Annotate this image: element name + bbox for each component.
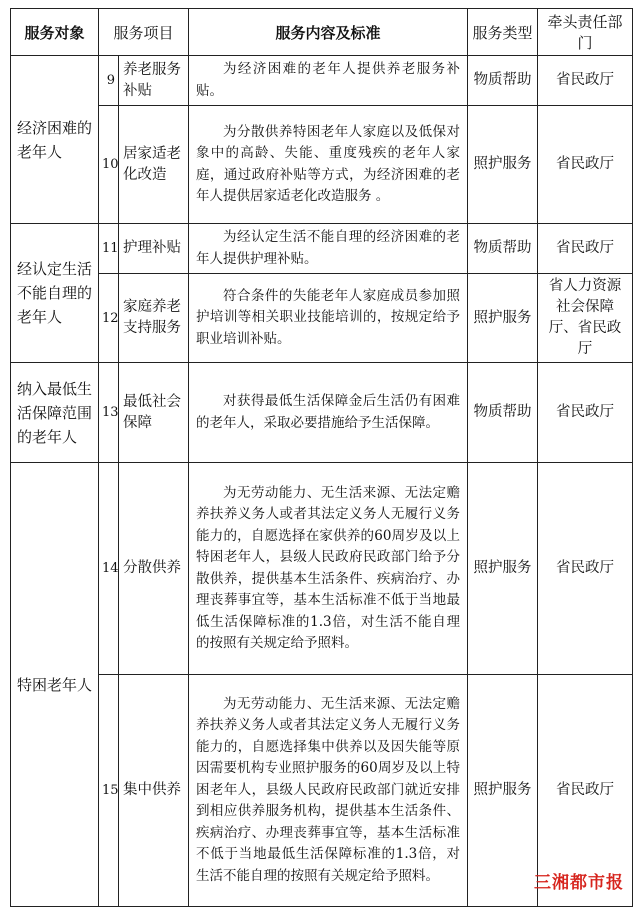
- table-row: [11, 224, 633, 274]
- table-row: [11, 463, 633, 675]
- row-number: 13: [99, 363, 119, 463]
- group-target: 纳入最低生活保障范围的老年人: [11, 363, 99, 463]
- row-type: 物质帮助: [468, 363, 538, 463]
- header-item: 服务项目: [99, 9, 189, 56]
- row-content: 为分散供养特困老年人家庭以及低保对象中的高龄、失能、重度残疾的老年人家庭，通过政府补贴等方式，为经济困难的老年人提供居家适老化改造服务 。: [189, 106, 468, 224]
- row-number: 15: [99, 675, 119, 907]
- table-row: [11, 106, 633, 224]
- row-item: 护理补贴: [119, 224, 189, 274]
- header-type: 服务类型: [468, 9, 538, 56]
- row-item: 集中供养: [119, 675, 189, 907]
- row-type: 照护服务: [468, 274, 538, 363]
- row-dept: 省民政厅: [538, 463, 633, 675]
- row-number: 10: [99, 106, 119, 224]
- row-item: 养老服务补贴: [119, 56, 189, 106]
- table-header-row: [11, 9, 633, 56]
- row-dept: 省民政厅: [538, 106, 633, 224]
- row-type: 物质帮助: [468, 224, 538, 274]
- newspaper-watermark: 三湘都市报: [534, 873, 624, 893]
- table-row: [11, 363, 633, 463]
- row-content: 为无劳动能力、无生活来源、无法定赡养扶养义务人或者其法定义务人无履行义务能力的，自愿选择在家供养的60周岁及以上特困老年人，县级人民政府民政部门给予分散供养，提供基本生活条件、疾病治疗、办理丧葬事宜等，基本生活标准不低于当地最低生活保障标准的1.3倍，对生活不能自理的按照有关规定给予照料。: [189, 463, 468, 675]
- document-page: [10, 8, 632, 907]
- table-row: [11, 274, 633, 363]
- table-row: [11, 56, 633, 106]
- row-number: 11: [99, 224, 119, 274]
- row-dept: 省民政厅: [538, 56, 633, 106]
- row-item: 居家适老化改造: [119, 106, 189, 224]
- row-number: 14: [99, 463, 119, 675]
- row-type: 物质帮助: [468, 56, 538, 106]
- row-type: 照护服务: [468, 106, 538, 224]
- row-dept: 省民政厅: [538, 363, 633, 463]
- row-content: 为经济困难的老年人提供养老服务补贴。: [189, 56, 468, 106]
- row-item: 最低社会保障: [119, 363, 189, 463]
- row-dept: 省民政厅: [538, 224, 633, 274]
- row-content: 符合条件的失能老年人家庭成员参加照护培训等相关职业技能培训的，按规定给予职业培训补贴。: [189, 274, 468, 363]
- group-target: 特困老年人: [11, 463, 99, 907]
- row-type: 照护服务: [468, 463, 538, 675]
- header-dept: 牵头责任部门: [538, 9, 633, 56]
- row-number: 9: [99, 56, 119, 106]
- row-type: 照护服务: [468, 675, 538, 907]
- header-target: 服务对象: [11, 9, 99, 56]
- row-item: 家庭养老支持服务: [119, 274, 189, 363]
- group-target: 经济困难的老年人: [11, 56, 99, 224]
- group-target: 经认定生活不能自理的老年人: [11, 224, 99, 363]
- header-content: 服务内容及标准: [189, 9, 468, 56]
- row-item: 分散供养: [119, 463, 189, 675]
- row-content: 为经认定生活不能自理的经济困难的老年人提供护理补贴。: [189, 224, 468, 274]
- row-content: 对获得最低生活保障金后生活仍有困难的老年人，采取必要措施给予生活保障。: [189, 363, 468, 463]
- service-table: [10, 8, 633, 907]
- row-content: 为无劳动能力、无生活来源、无法定赡养扶养义务人或者其法定义务人无履行义务能力的，自愿选择集中供养以及因失能等原因需要机构专业照护服务的60周岁及以上特困老年人，县级人民政府民政部门就近安排到相应供养服务机构，提供基本生活条件、疾病治疗、办理丧葬事宜等，基本生活标准不低于当地最低生活保障标准的1.3倍，对生活不能自理的按照有关规定给予照料。: [189, 675, 468, 907]
- row-dept: 省民政厅: [538, 675, 633, 907]
- row-dept: 省人力资源社会保障厅、省民政厅: [538, 274, 633, 363]
- row-number: 12: [99, 274, 119, 363]
